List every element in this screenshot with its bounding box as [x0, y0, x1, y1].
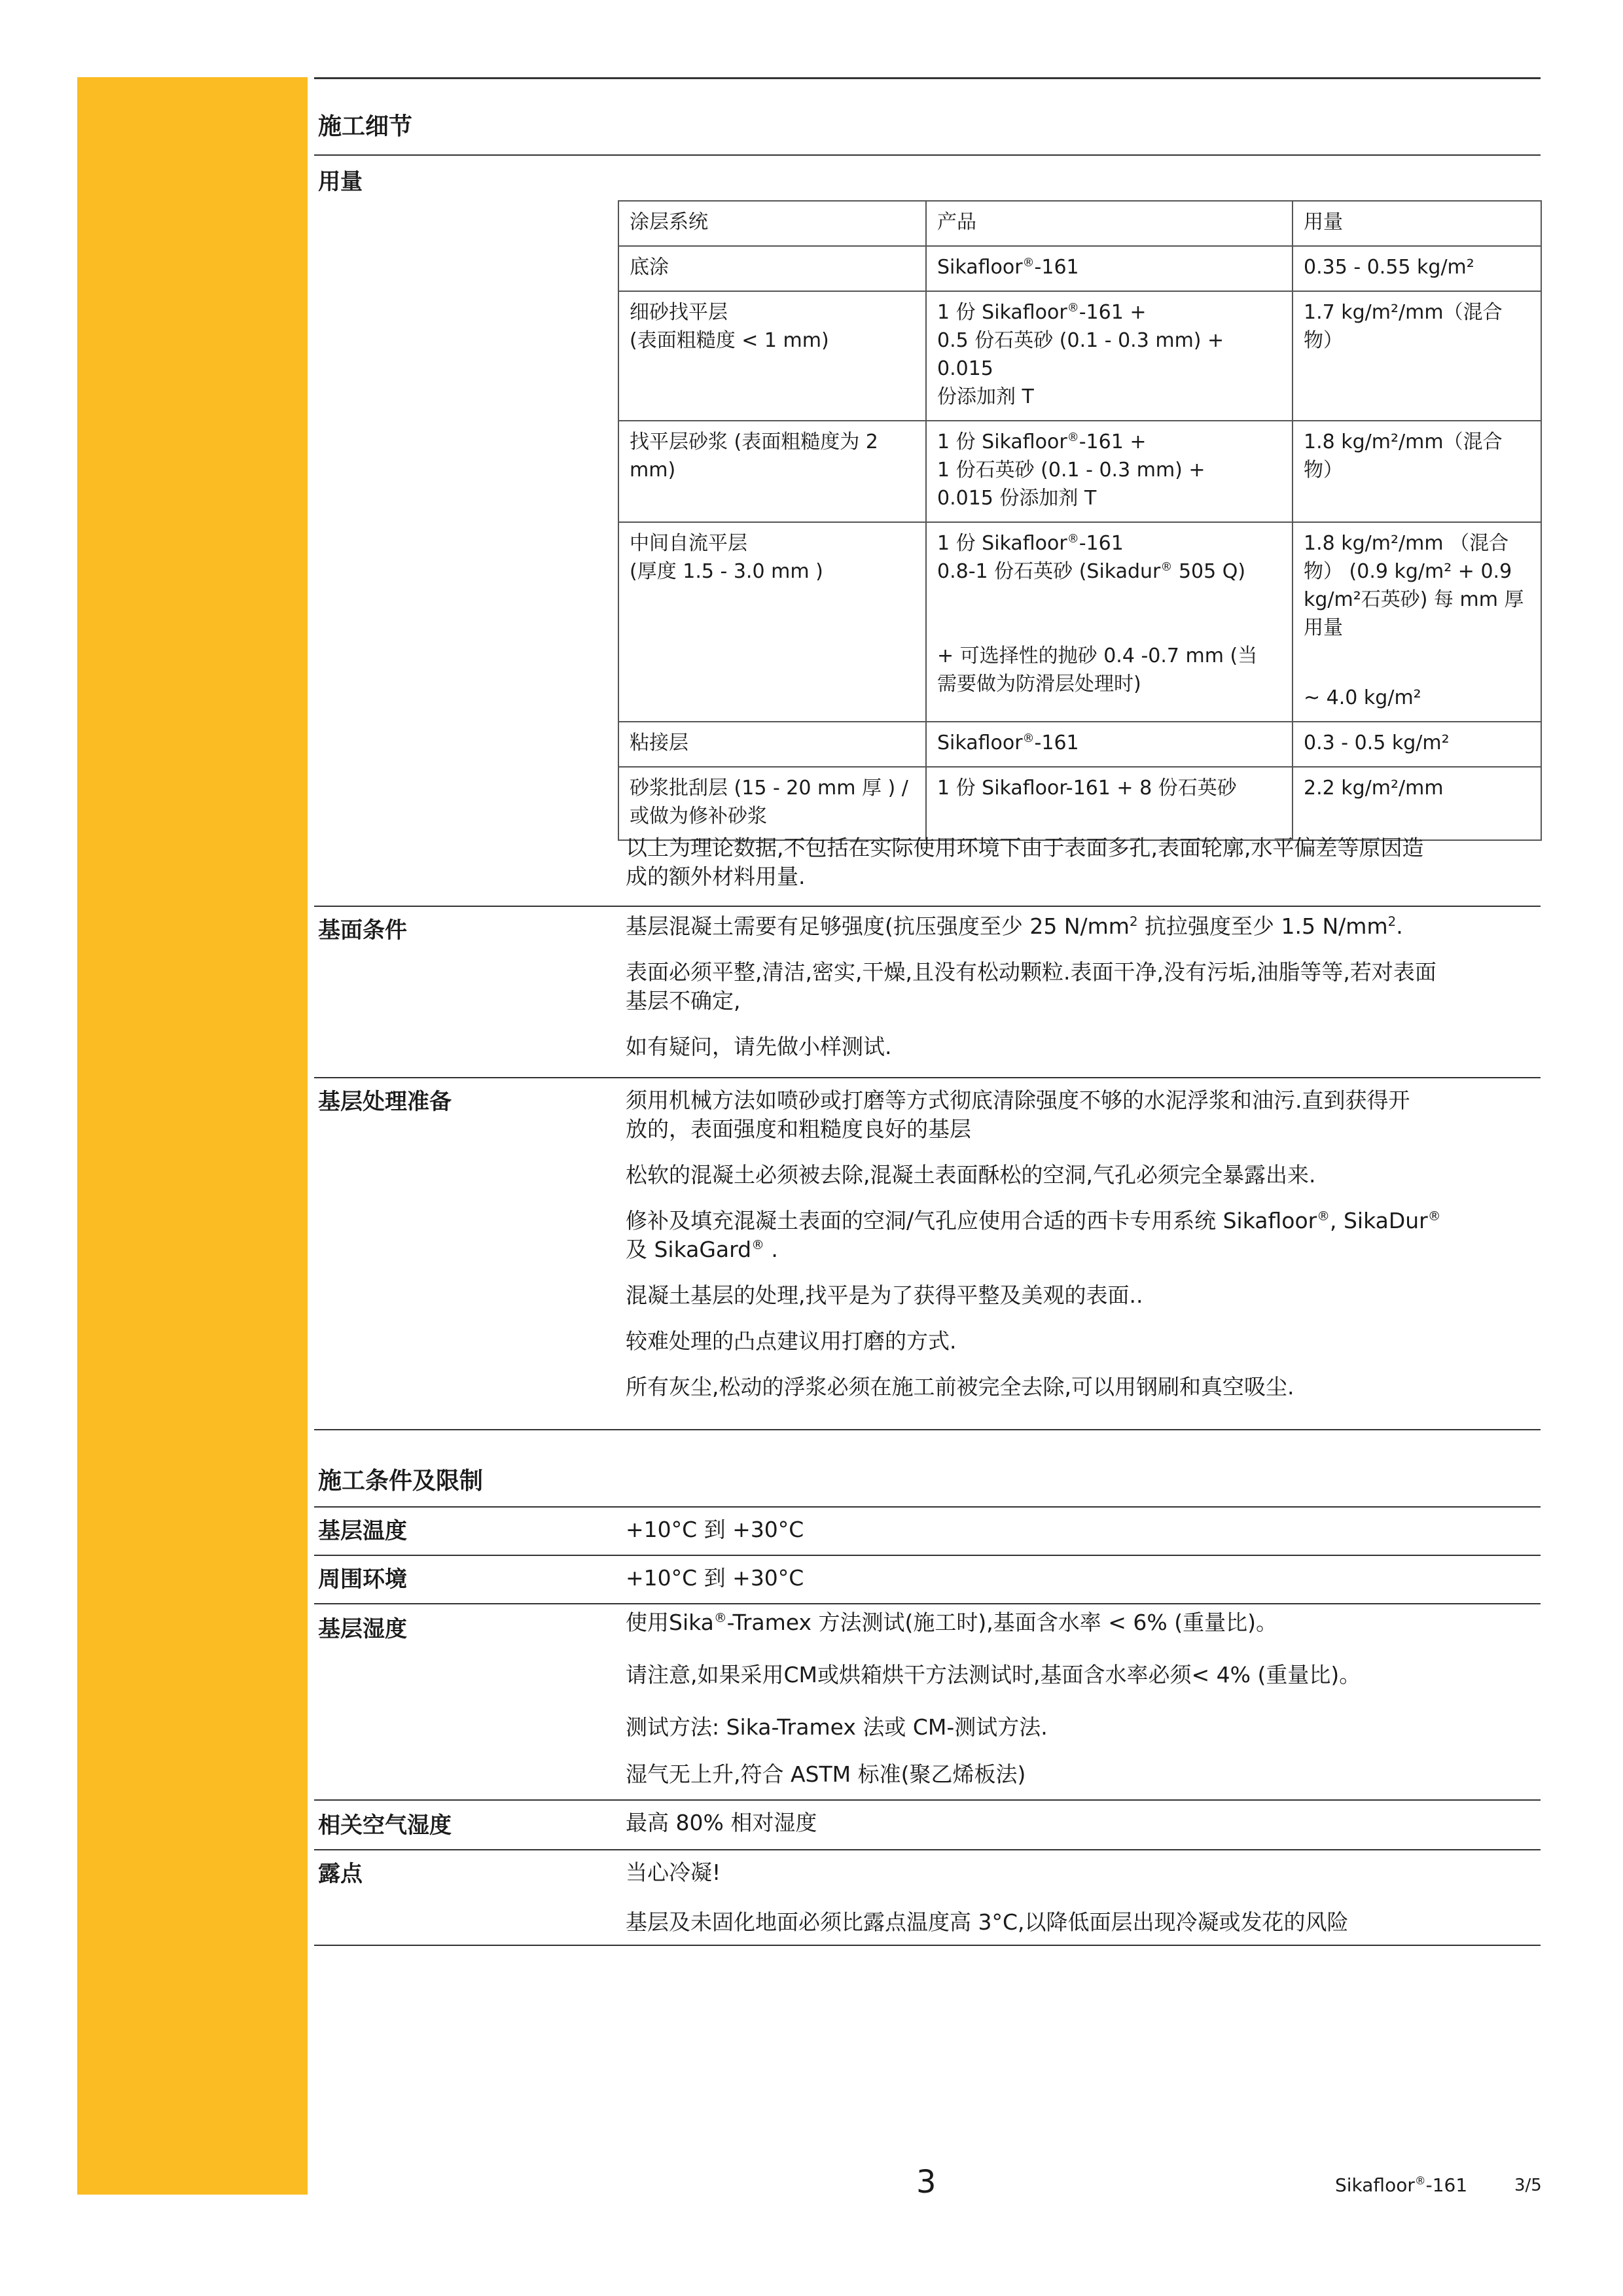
substrate-quality-text: 基层混凝土需要有足够强度(抗压强度至少 25 $N/mm^2$ 抗拉强度至少 1.5 $N/mm^2$. 表面必须平整,清洁,密实,干燥,且没有松动颗粒.表面干净,没有污垢,油脂等等,若对表面 基层不确定, 如有疑问，请先做小样测试. [626, 913, 1436, 1059]
row-rule [314, 1799, 1541, 1801]
substrate-preparation-label: 基层处理准备 [318, 1089, 452, 1115]
humidity-value: 最高 80% 相对湿度 [626, 1810, 817, 1835]
substrate-quality-label: 基面条件 [318, 917, 407, 944]
page-number: 3 [916, 2164, 936, 2200]
dew-point-label: 露点 [318, 1861, 363, 1887]
usage-label: 用量 [318, 169, 363, 195]
row-rule [314, 1603, 1541, 1604]
table-row [618, 421, 1541, 522]
cell-consumption: 2.2 kg/m²/mm [1293, 767, 1541, 840]
table-row [618, 522, 1541, 722]
row-rule [314, 1429, 1541, 1430]
section-title-application: 施工细节 [318, 113, 413, 140]
cell-system: 砂浆批刮层 (15 - 20 mm 厚 ) / 或做为修补砂浆 [618, 767, 926, 840]
humidity-label: 相关空气湿度 [318, 1812, 452, 1839]
row-rule [314, 1555, 1541, 1556]
brand-color-bar [77, 77, 308, 2195]
table-row [618, 291, 1541, 421]
cell-product: Sikafloor®-161 [926, 246, 1293, 291]
table-header-row [618, 201, 1541, 246]
cell-system: 找平层砂浆 (表面粗糙度为 2 mm) [618, 421, 926, 522]
cell-system: 粘接层 [618, 722, 926, 767]
table-row [618, 722, 1541, 767]
cell-system: 底涂 [618, 246, 926, 291]
substrate-moisture-text: 使用Sika®-Tramex 方法测试(施工时),基面含水率 < 6% (重量比)。 请注意,如果采用CM或烘箱烘干方法测试时,基面含水率必须< 4% (重量比)。 测试方法: Sika-Tramex 法或 CM-测试方法. 湿气无上升,符合 ASTM 标准(聚乙烯板法) [626, 1610, 1361, 1787]
usage-note: 以上为理论数据,不包括在实际使用环境下由于表面多孔,表面轮廓,水平偏差等原因造 成的额外材料用量. [626, 835, 1424, 889]
footer-product-name: Sikafloor®-161 [1335, 2174, 1468, 2196]
cell-consumption: 1.8 kg/m²/mm （混合 物） (0.9 kg/m² + 0.9 kg/m²石英砂) 每 mm 厚 用量 ~ 4.0 kg/m² [1293, 522, 1541, 722]
table-row [618, 246, 1541, 291]
header-consumption: 用量 [1293, 201, 1541, 246]
ambient-temp-value: +10°C 到 +30°C [626, 1565, 804, 1591]
ambient-temp-label: 周围环境 [318, 1566, 407, 1593]
bottom-rule [314, 1945, 1541, 1946]
substrate-preparation-text: 须用机械方法如喷砂或打磨等方式彻底清除强度不够的水泥浮浆和油污.直到获得开 放的，表面强度和粗糙度良好的基层 松软的混凝土必须被去除,混凝土表面酥松的空洞,气孔必须完全暴露出来. 修补及填充混凝土表面的空洞/气孔应使用合适的西卡专用系统 Sikafloor®, SikaDur® 及 SikaGard® . 混凝土基层的处理,找平是为了获得平整及美观的表面.. 较难处理的凸点建议用打磨的方式. 所有灰尘,松动的浮浆必须在施工前被完全去除,可以用钢刷和真空吸尘. [626, 1087, 1441, 1400]
cell-product: Sikafloor®-161 [926, 722, 1293, 767]
section-rule [314, 1506, 1541, 1508]
cell-consumption: 0.3 - 0.5 kg/m² [1293, 722, 1541, 767]
section-title-conditions: 施工条件及限制 [318, 1468, 484, 1494]
consumption-table [618, 200, 1542, 841]
cell-consumption: 0.35 - 0.55 kg/m² [1293, 246, 1541, 291]
cell-product: 1 份 Sikafloor®-161 0.8-1 份石英砂 (Sikadur® 505 Q) + 可选择性的抛砂 0.4 -0.7 mm (当 需要做为防滑层处理时) [926, 522, 1293, 722]
row-rule [314, 906, 1541, 907]
cell-product: 1 份 Sikafloor®-161 + 1 份石英砂 (0.1 - 0.3 mm) + 0.015 份添加剂 T [926, 421, 1293, 522]
header-coating-system: 涂层系统 [618, 201, 926, 246]
cell-product: 1 份 Sikafloor®-161 + 0.5 份石英砂 (0.1 - 0.3 mm) + 0.015 份添加剂 T [926, 291, 1293, 421]
row-rule [314, 1849, 1541, 1850]
substrate-moisture-label: 基层湿度 [318, 1616, 407, 1642]
row-rule [314, 1077, 1541, 1078]
substrate-temp-value: +10°C 到 +30°C [626, 1517, 804, 1542]
substrate-temp-label: 基层温度 [318, 1518, 407, 1544]
section-rule [314, 154, 1541, 156]
cell-system: 中间自流平层 (厚度 1.5 - 3.0 mm ) [618, 522, 926, 722]
cell-system: 细砂找平层 (表面粗糙度 < 1 mm) [618, 291, 926, 421]
dew-point-text: 当心冷凝! 基层及未固化地面必须比露点温度高 3°C,以降低面层出现冷凝或发花的风险 [626, 1860, 1349, 1935]
table-row [618, 767, 1541, 840]
header-product: 产品 [926, 201, 1293, 246]
top-rule [314, 77, 1541, 79]
cell-consumption: 1.7 kg/m²/mm（混合 物） [1293, 291, 1541, 421]
page-of-total: 3/5 [1514, 2176, 1542, 2195]
cell-consumption: 1.8 kg/m²/mm（混合 物） [1293, 421, 1541, 522]
cell-product: 1 份 Sikafloor-161 + 8 份石英砂 [926, 767, 1293, 840]
